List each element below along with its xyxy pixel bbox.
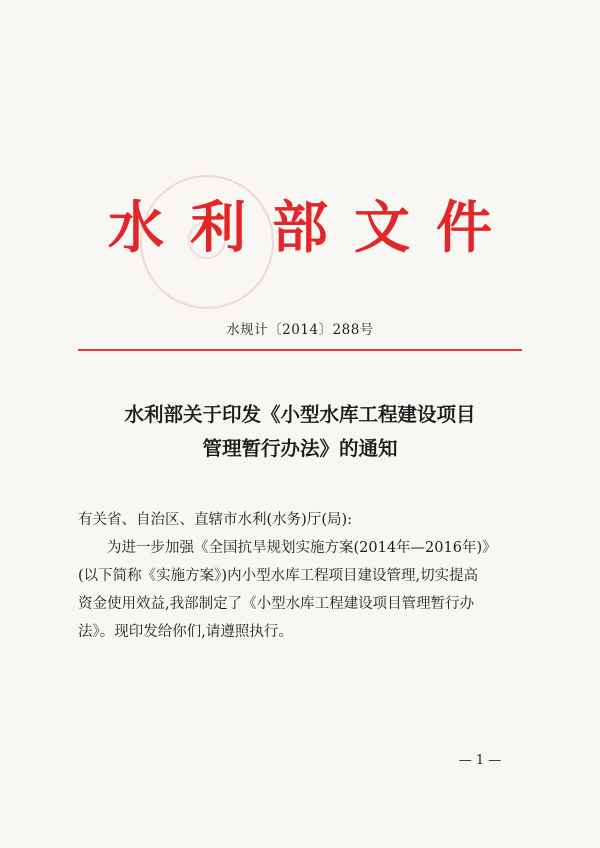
red-separator-line [78,349,522,351]
notice-title-line-1: 水利部关于印发《小型水库工程建设项目 [124,403,476,426]
document-masthead: 水利部文件 [108,195,518,261]
body-line-2: (以下简称《实施方案》)内小型水库工程项目建设管理,切实提高 [78,568,479,584]
body-line-1: 为进一步加强《全国抗旱规划实施方案(2014年—2016年)》 [107,540,497,556]
body-line-4: 法》。现印发给你们,请遵照执行。 [78,624,293,640]
page-number: — 1 — [458,753,502,768]
document-number: 水规计〔2014〕288号 [226,322,374,338]
addressee: 有关省、自治区、直辖市水利(水务)厅(局): [78,512,353,528]
notice-title-line-2: 管理暂行办法》的通知 [202,437,398,460]
notice-title [0,398,600,466]
body-line-3: 资金使用效益,我部制定了《小型水库工程建设项目管理暂行办 [78,596,475,612]
